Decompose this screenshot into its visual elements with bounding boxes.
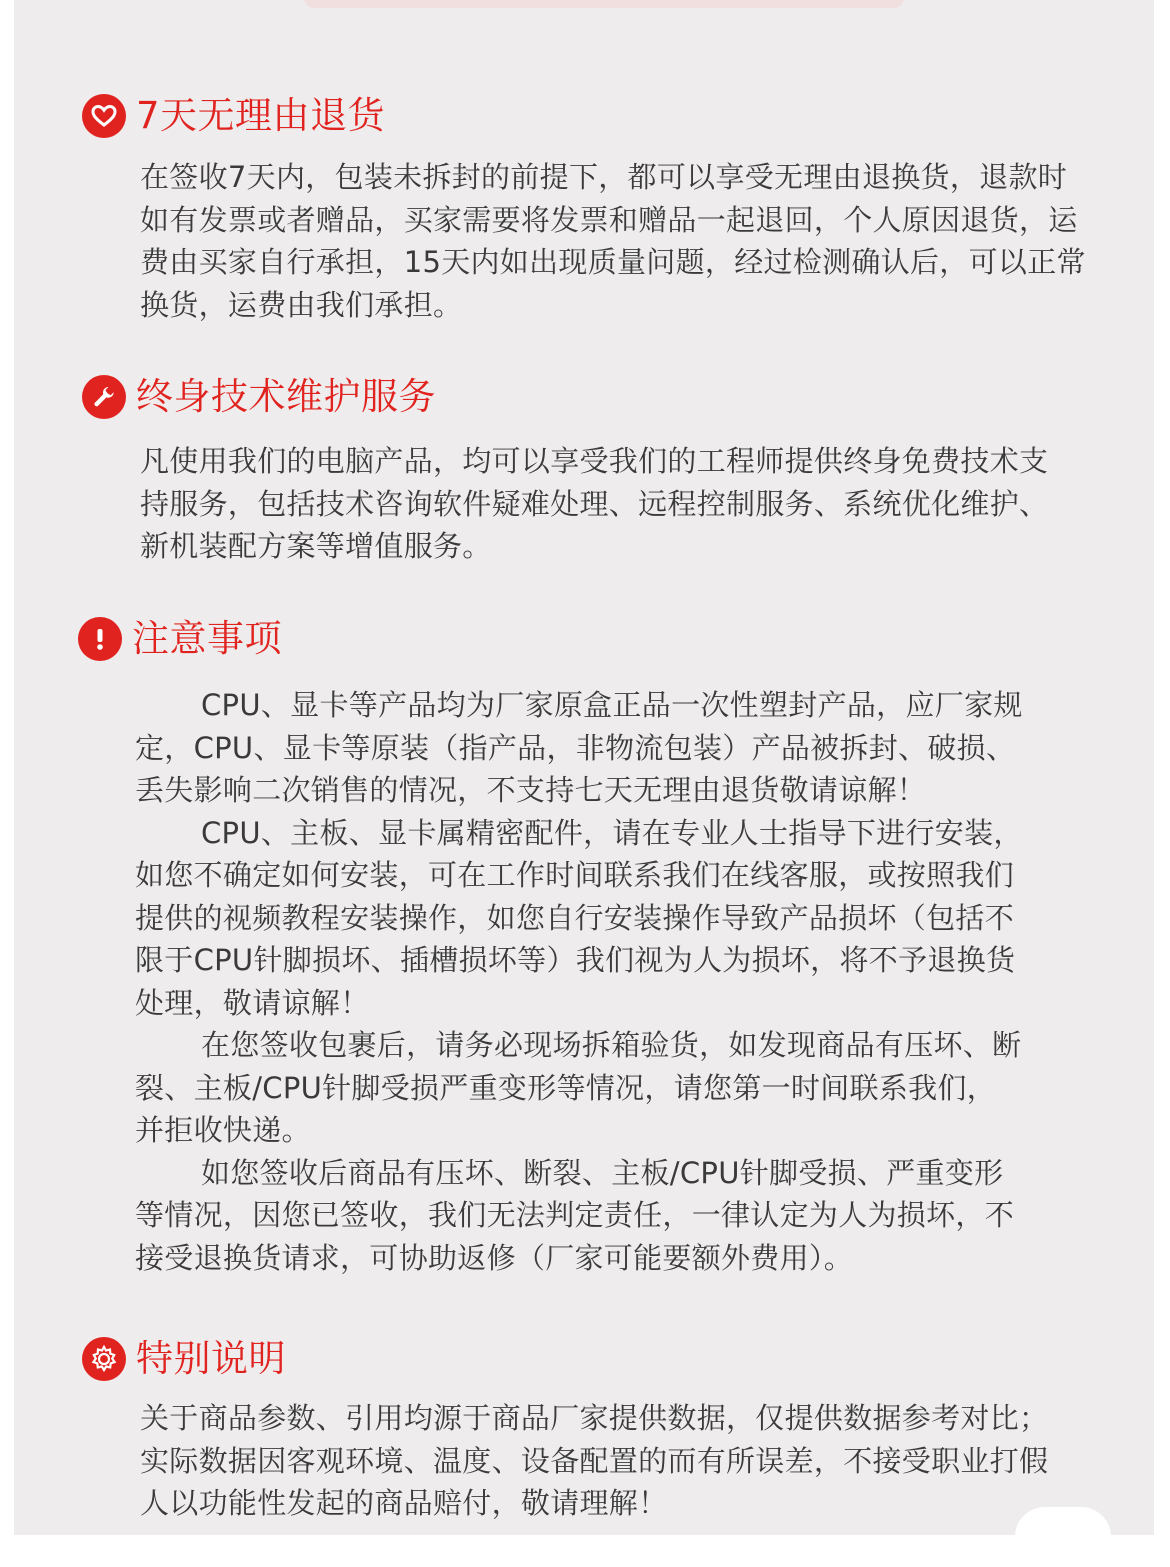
text-line: 提供的视频教程安装操作，如您自行安装操作导致产品损坏（包括不	[135, 900, 1015, 935]
text-line: 关于商品参数、引用均源于商品厂家提供数据，仅提供数据参考对比；	[140, 1401, 1049, 1435]
cropped-banner	[304, 0, 904, 8]
section-heading	[78, 617, 282, 661]
floating-button[interactable]	[1015, 1507, 1111, 1567]
section-heading	[82, 375, 436, 419]
gear-icon	[82, 1337, 126, 1381]
text-line: 等情况，因您已签收，我们无法判定责任，一律认定为人为损坏，不	[135, 1198, 1015, 1232]
section-title: 终身技术维护服务	[136, 375, 436, 418]
text-line: 在签收7天内，包装未拆封的前提下，都可以享受无理由退换货，退款时	[140, 160, 1068, 194]
text-line: 丢失影响二次销售的情况，不支持七天无理由退货敬请谅解！	[135, 773, 927, 807]
section-title: 注意事项	[132, 617, 282, 660]
text-line: 实际数据因客观环境、温度、设备配置的而有所误差，不接受职业打假	[140, 1443, 1049, 1478]
heart-icon	[82, 94, 126, 138]
section-title: 特别说明	[136, 1337, 286, 1380]
text-line: CPU、主板、显卡属精密配件，请在专业人士指导下进行安装，	[201, 815, 1023, 850]
text-line: 在您签收包裹后，请务必现场拆箱验货，如发现商品有压坏、断	[201, 1028, 1022, 1062]
text-line: 并拒收快递。	[135, 1113, 311, 1147]
text-line: 如您签收后商品有压坏、断裂、主板/CPU针脚受损、严重变形	[201, 1155, 1004, 1190]
text-line: 费由买家自行承担，15天内如出现质量问题，经过检测确认后，可以正常	[140, 245, 1086, 279]
section-heading	[82, 94, 385, 138]
text-line: 换货，运费由我们承担。	[140, 287, 463, 322]
exclamation-icon	[78, 617, 122, 661]
text-line: 凡使用我们的电脑产品，均可以享受我们的工程师提供终身免费技术支	[140, 444, 1049, 478]
text-line: 处理，敬请谅解！	[135, 985, 370, 1020]
text-line: 定，CPU、显卡等原装（指产品，非物流包装）产品被拆封、破损、	[135, 730, 1016, 765]
text-line: 接受退换货请求，可协助返修（厂家可能要额外费用）。	[135, 1240, 854, 1275]
section-title: 7天无理由退货	[136, 94, 386, 137]
text-line: 如有发票或者赠品，买家需要将发票和赠品一起退回，个人原因退货，运	[140, 202, 1078, 237]
section-body	[140, 1397, 1048, 1525]
section-body	[140, 440, 1048, 568]
content-panel	[14, 0, 1154, 1535]
section-heading	[82, 1337, 286, 1381]
wrench-icon	[82, 375, 126, 419]
text-line: CPU、显卡等产品均为厂家原盒正品一次性塑封产品，应厂家规	[201, 688, 1023, 722]
text-line: 人以功能性发起的商品赔付，敬请理解！	[140, 1486, 668, 1520]
text-line: 新机装配方案等增值服务。	[140, 529, 492, 563]
text-line: 裂、主板/CPU针脚受损严重变形等情况，请您第一时间联系我们，	[135, 1070, 997, 1105]
section-body	[135, 684, 1023, 1279]
text-line: 如您不确定如何安装，可在工作时间联系我们在线客服，或按照我们	[135, 858, 1015, 892]
text-line: 限于CPU针脚损坏、插槽损坏等）我们视为人为损坏，将不予退换货	[135, 943, 1016, 977]
text-line: 持服务，包括技术咨询软件疑难处理、远程控制服务、系统优化维护、	[140, 486, 1049, 521]
section-body	[140, 156, 1086, 326]
